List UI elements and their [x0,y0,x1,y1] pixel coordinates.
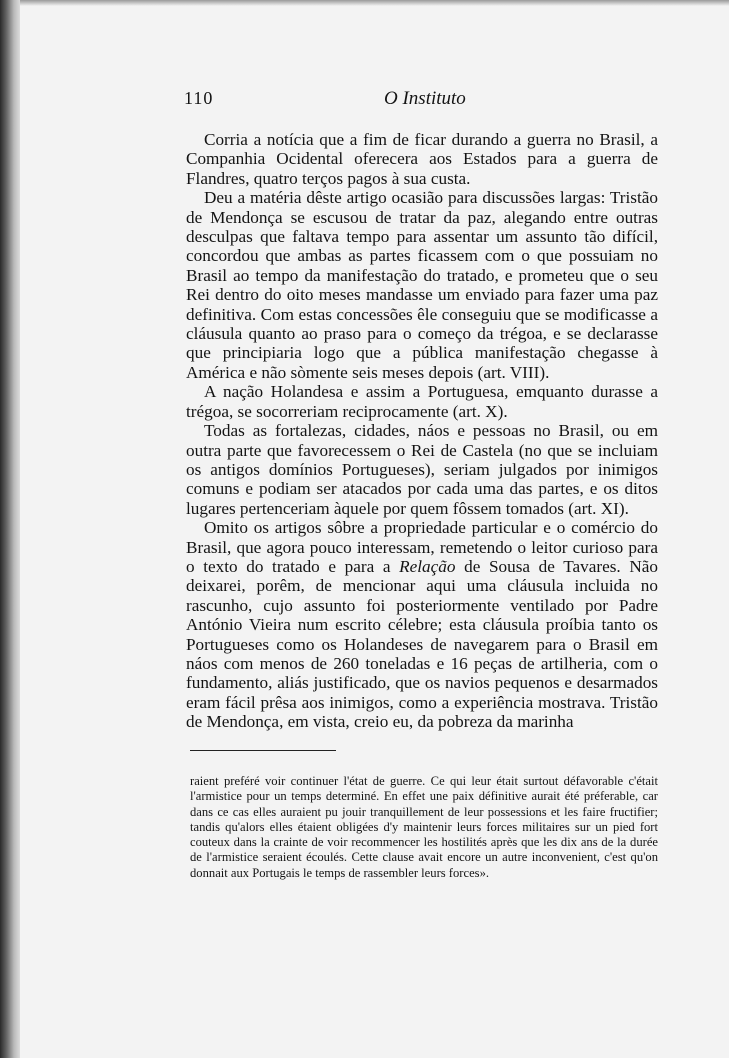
paragraph [186,518,658,731]
paragraph-text: Omito os artigos sôbre a propriedade particular e o comércio do Brasil, que agora pouco interessam, remetendo o leitor curioso para o texto do tratado e para a [186,518,658,576]
footnote-text: raient preféré voir continuer l'état de guerre. Ce qui leur était surtout défavorable c'était l'armistice pour un temps determiné. En effet une paix définitive aurait été préferable, car dans ce cas elles auraient pu jouir tranquillement de leur possessions et les faire fructifier; tandis qu'alors elles étaient obligées d'y maintenir leurs forces militaires sur un pied fort couteux dans la crainte de voir recommencer les hostilités après que les dix ans de la durée de l'armistice seraient écoulés. Cette clause avait encore un autre inconvenient, c'est qu'on donnait aux Portugais le temps de rassembler leurs forces». [190,774,658,880]
main-text [186,130,658,732]
paragraph: Deu a matéria dêste artigo ocasião para discussões largas: Tristão de Mendonça se escusou de tratar da paz, alegando entre outras desculpas que faltava tempo para assentar um assunto tão difícil, concordou que ambas as partes ficassem com o que possuiam no Brasil ao tempo da manifestação do tratado, e prometeu que o seu Rei dentro do oito meses mandasse um enviado para fazer uma paz definitiva. Com estas concessões êle conseguiu que se modificasse a cláusula quanto ao praso para o começo da trégoa, e se declarasse que principiaria logo que a pública manifestação chegasse à América e não sòmente seis meses depois (art. VIII). [186,188,658,382]
paragraph: A nação Holandesa e assim a Portuguesa, emquanto durasse a trégoa, se socorreriam reciprocamente (art. X). [186,382,658,421]
book-binding-shadow [0,0,20,1058]
running-header [184,88,658,114]
footnote-separator [190,750,336,751]
footnote [190,774,658,881]
page-top-edge [20,0,729,6]
page-number: 110 [184,88,214,108]
running-title: O Instituto [384,88,466,109]
paragraph: Corria a notícia que a fim de ficar durando a guerra no Brasil, a Companhia Ocidental oferecera aos Estados para a guerra de Flandres, quatro terços pagos à sua custa. [186,130,658,188]
italic-title-relacao: Relação [399,556,456,576]
paragraph: Todas as fortalezas, cidades, náos e pessoas no Brasil, ou em outra parte que favorecessem o Rei de Castela (no que se incluiam os antigos domínios Portugueses), seriam julgados por inimigos comuns e podiam ser atacados por cada uma das partes, e os ditos lugares pertenceriam àquele por quem fôssem tomados (art. XI). [186,421,658,518]
paragraph-text: de Sousa de Tavares. Não deixarei, porêm, de mencionar aqui uma cláusula incluida no rascunho, cujo assunto foi posteriormente ventilado por Padre António Vieira num escrito célebre; esta cláusula proíbia tanto os Portugueses como os Holandeses de navegarem para o Brasil em náos com menos de 260 toneladas e 16 peças de artilheria, com o fundamento, aliás justificado, que os navios pequenos e desarmados eram fácil prêsa aos inimigos, como a experiência mostrava. Tristão de Mendonça, em vista, creio eu, da pobreza da marinha [186,556,658,732]
